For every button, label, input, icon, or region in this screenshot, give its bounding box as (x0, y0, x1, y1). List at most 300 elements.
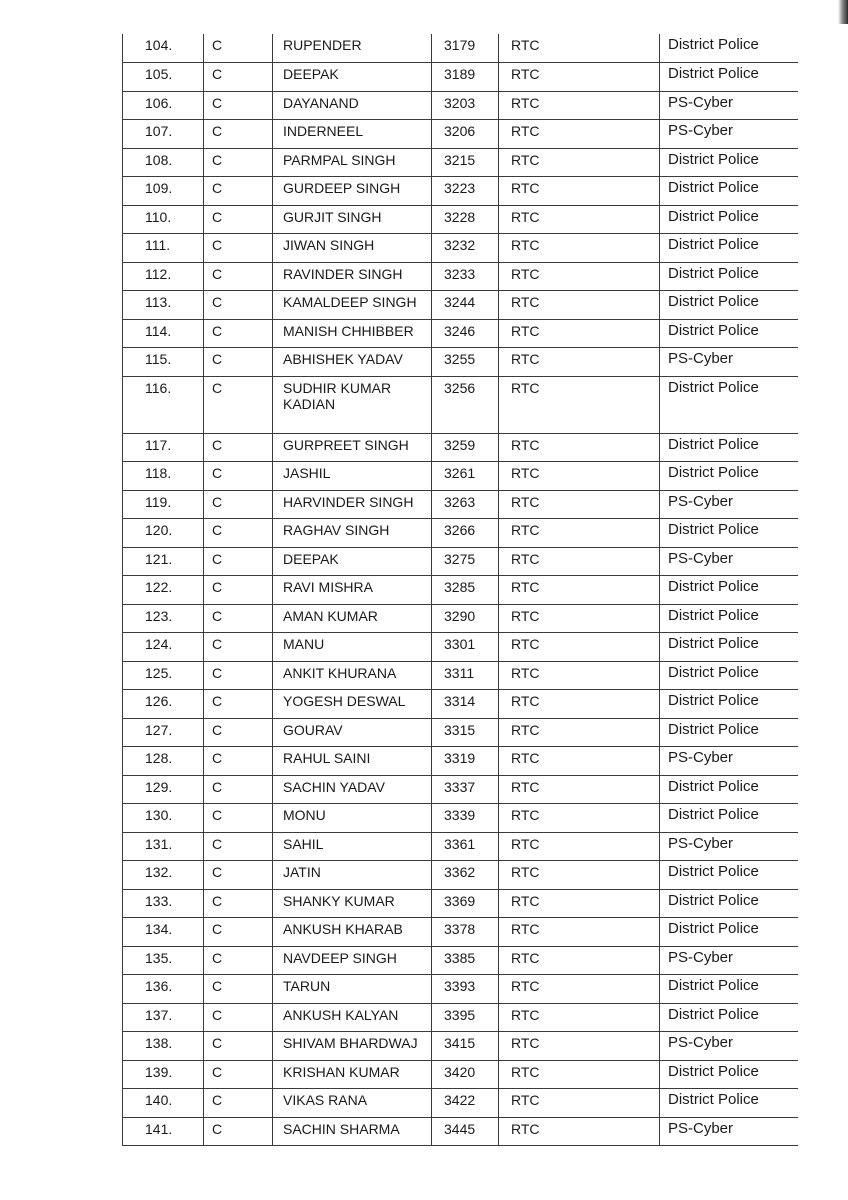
table-row (123, 1003, 799, 1032)
belt-number-cell: 3179 (432, 34, 499, 63)
table-row (123, 120, 799, 149)
serial-number-cell (123, 975, 204, 1004)
unit-cell: RTC (499, 946, 660, 975)
rank-cell: C (204, 1089, 273, 1118)
serial-number: 123. (145, 607, 173, 624)
serial-number-cell (123, 1060, 204, 1089)
serial-number: 130. (145, 807, 173, 823)
serial-number: 132. (145, 864, 173, 880)
name-cell: GOURAV (273, 718, 432, 747)
serial-number: 108. (145, 151, 173, 168)
name-cell: MANU (273, 633, 432, 662)
rank-cell: C (204, 747, 273, 776)
table-row (123, 291, 799, 320)
rank-cell: C (204, 433, 273, 462)
belt-number-cell: 3422 (432, 1089, 499, 1118)
rank-cell: C (204, 319, 273, 348)
posting-cell: PS-Cyber (660, 1117, 799, 1146)
rank-cell: C (204, 946, 273, 975)
serial-number: 118. (145, 465, 172, 481)
name-cell: INDERNEEL (273, 120, 432, 149)
belt-number-cell: 3266 (432, 519, 499, 548)
posting-cell: PS-Cyber (660, 120, 799, 149)
posting-cell: District Police (660, 34, 799, 63)
posting-cell: PS-Cyber (660, 1032, 799, 1061)
serial-number: 119. (145, 493, 172, 510)
table-row (123, 262, 799, 291)
serial-number-cell (123, 348, 204, 377)
serial-number: 133. (145, 892, 173, 909)
rank-cell: C (204, 804, 273, 833)
unit-cell: RTC (499, 205, 660, 234)
posting-cell: District Police (660, 234, 799, 263)
table-row (123, 690, 799, 719)
serial-number-cell (123, 1003, 204, 1032)
belt-number-cell: 3232 (432, 234, 499, 263)
belt-number-cell: 3189 (432, 63, 499, 92)
name-cell: ANKIT KHURANA (273, 661, 432, 690)
table-row (123, 234, 799, 263)
name-cell: RAGHAV SINGH (273, 519, 432, 548)
serial-number-cell (123, 63, 204, 92)
serial-number: 141. (145, 1120, 173, 1137)
name-cell: ABHISHEK YADAV (273, 348, 432, 377)
serial-number: 131. (145, 835, 173, 852)
name-cell: SACHIN YADAV (273, 775, 432, 804)
serial-number-cell (123, 91, 204, 120)
unit-cell: RTC (499, 832, 660, 861)
unit-cell: RTC (499, 433, 660, 462)
serial-number: 113. (145, 294, 172, 310)
belt-number-cell: 3445 (432, 1117, 499, 1146)
unit-cell: RTC (499, 547, 660, 576)
unit-cell: RTC (499, 775, 660, 804)
name-cell: ANKUSH KHARAB (273, 918, 432, 947)
belt-number-cell: 3369 (432, 889, 499, 918)
rank-cell: C (204, 63, 273, 92)
belt-number-cell: 3319 (432, 747, 499, 776)
unit-cell: RTC (499, 490, 660, 519)
unit-cell: RTC (499, 63, 660, 92)
belt-number-cell: 3246 (432, 319, 499, 348)
posting-cell: District Police (660, 433, 799, 462)
posting-cell: District Police (660, 1003, 799, 1032)
belt-number-cell: 3259 (432, 433, 499, 462)
serial-number-cell (123, 1032, 204, 1061)
belt-number-cell: 3337 (432, 775, 499, 804)
rank-cell: C (204, 291, 273, 320)
serial-number: 107. (145, 123, 173, 139)
table-row (123, 775, 799, 804)
table-row (123, 747, 799, 776)
name-cell: DEEPAK (273, 63, 432, 92)
name-cell: RAHUL SAINI (273, 747, 432, 776)
belt-number-cell: 3315 (432, 718, 499, 747)
unit-cell: RTC (499, 604, 660, 633)
serial-number-cell (123, 291, 204, 320)
posting-cell: District Police (660, 291, 799, 320)
serial-number-cell (123, 205, 204, 234)
table-row (123, 576, 799, 605)
unit-cell: RTC (499, 519, 660, 548)
table-row (123, 462, 799, 491)
belt-number-cell: 3256 (432, 376, 499, 433)
serial-number-cell (123, 861, 204, 890)
unit-cell: RTC (499, 148, 660, 177)
unit-cell: RTC (499, 1060, 660, 1089)
name-cell: SAHIL (273, 832, 432, 861)
rank-cell: C (204, 148, 273, 177)
rank-cell: C (204, 1032, 273, 1061)
posting-cell: District Police (660, 576, 799, 605)
serial-number-cell (123, 633, 204, 662)
posting-cell: District Police (660, 975, 799, 1004)
belt-number-cell: 3255 (432, 348, 499, 377)
serial-number: 121. (145, 550, 173, 567)
serial-number-cell (123, 690, 204, 719)
unit-cell: RTC (499, 34, 660, 63)
unit-cell: RTC (499, 376, 660, 433)
table-row (123, 490, 799, 519)
table-row (123, 63, 799, 92)
unit-cell: RTC (499, 234, 660, 263)
belt-number-cell: 3420 (432, 1060, 499, 1089)
serial-number-cell (123, 319, 204, 348)
unit-cell: RTC (499, 747, 660, 776)
unit-cell: RTC (499, 633, 660, 662)
table-row (123, 319, 799, 348)
serial-number-cell (123, 718, 204, 747)
posting-cell: District Police (660, 690, 799, 719)
rank-cell: C (204, 262, 273, 291)
belt-number-cell: 3261 (432, 462, 499, 491)
rank-cell: C (204, 775, 273, 804)
serial-number-cell (123, 148, 204, 177)
posting-cell: District Police (660, 519, 799, 548)
unit-cell: RTC (499, 975, 660, 1004)
page-edge-mark (838, 0, 848, 24)
table-row (123, 547, 799, 576)
unit-cell: RTC (499, 1089, 660, 1118)
unit-cell: RTC (499, 319, 660, 348)
posting-cell: District Police (660, 177, 799, 206)
serial-number: 111. (145, 237, 171, 253)
name-cell: ANKUSH KALYAN (273, 1003, 432, 1032)
name-cell: RUPENDER (273, 34, 432, 63)
rank-cell: C (204, 633, 273, 662)
belt-number-cell: 3228 (432, 205, 499, 234)
serial-number-cell (123, 1089, 204, 1118)
serial-number: 115. (145, 351, 172, 367)
table-row (123, 433, 799, 462)
posting-cell: District Police (660, 804, 799, 833)
name-cell: TARUN (273, 975, 432, 1004)
serial-number-cell (123, 1117, 204, 1146)
serial-number: 124. (145, 636, 173, 652)
posting-cell: PS-Cyber (660, 747, 799, 776)
serial-number: 127. (145, 721, 173, 738)
table-row (123, 661, 799, 690)
unit-cell: RTC (499, 861, 660, 890)
serial-number: 117. (145, 436, 172, 453)
belt-number-cell: 3233 (432, 262, 499, 291)
serial-number: 128. (145, 750, 173, 766)
posting-cell: District Police (660, 462, 799, 491)
serial-number-cell (123, 775, 204, 804)
unit-cell: RTC (499, 690, 660, 719)
rank-cell: C (204, 576, 273, 605)
rank-cell: C (204, 234, 273, 263)
serial-number: 136. (145, 978, 173, 994)
belt-number-cell: 3395 (432, 1003, 499, 1032)
belt-number-cell: 3393 (432, 975, 499, 1004)
serial-number: 125. (145, 664, 173, 681)
unit-cell: RTC (499, 120, 660, 149)
rank-cell: C (204, 120, 273, 149)
rank-cell: C (204, 1060, 273, 1089)
table-row (123, 718, 799, 747)
belt-number-cell: 3339 (432, 804, 499, 833)
serial-number-cell (123, 262, 204, 291)
table-row (123, 177, 799, 206)
belt-number-cell: 3244 (432, 291, 499, 320)
name-cell: JATIN (273, 861, 432, 890)
serial-number: 105. (145, 66, 173, 82)
unit-cell: RTC (499, 661, 660, 690)
table-row (123, 975, 799, 1004)
name-cell: DEEPAK (273, 547, 432, 576)
posting-cell: PS-Cyber (660, 832, 799, 861)
rank-cell: C (204, 34, 273, 63)
belt-number-cell: 3206 (432, 120, 499, 149)
serial-number: 122. (145, 579, 173, 595)
unit-cell: RTC (499, 91, 660, 120)
table-row (123, 946, 799, 975)
table-row (123, 348, 799, 377)
rank-cell: C (204, 177, 273, 206)
table-row (123, 633, 799, 662)
unit-cell: RTC (499, 889, 660, 918)
table-row (123, 148, 799, 177)
serial-number-cell (123, 547, 204, 576)
name-cell: DAYANAND (273, 91, 432, 120)
rank-cell: C (204, 889, 273, 918)
table-row (123, 91, 799, 120)
posting-cell: District Police (660, 376, 799, 433)
name-cell: SHIVAM BHARDWAJ (273, 1032, 432, 1061)
name-cell: SHANKY KUMAR (273, 889, 432, 918)
posting-cell: District Police (660, 1060, 799, 1089)
serial-number-cell (123, 661, 204, 690)
posting-cell: District Police (660, 604, 799, 633)
serial-number: 138. (145, 1035, 173, 1051)
unit-cell: RTC (499, 462, 660, 491)
posting-cell: PS-Cyber (660, 490, 799, 519)
serial-number-cell (123, 804, 204, 833)
serial-number: 137. (145, 1006, 173, 1023)
belt-number-cell: 3415 (432, 1032, 499, 1061)
serial-number: 134. (145, 921, 173, 937)
posting-cell: District Police (660, 661, 799, 690)
unit-cell: RTC (499, 918, 660, 947)
belt-number-cell: 3215 (432, 148, 499, 177)
rank-cell: C (204, 718, 273, 747)
rank-cell: C (204, 91, 273, 120)
rank-cell: C (204, 490, 273, 519)
rank-cell: C (204, 975, 273, 1004)
serial-number-cell (123, 376, 204, 433)
serial-number-cell (123, 747, 204, 776)
serial-number: 116. (145, 379, 172, 396)
posting-cell: District Police (660, 319, 799, 348)
unit-cell: RTC (499, 576, 660, 605)
rank-cell: C (204, 661, 273, 690)
belt-number-cell: 3361 (432, 832, 499, 861)
table-row (123, 376, 799, 433)
table-row (123, 889, 799, 918)
serial-number: 109. (145, 180, 173, 196)
posting-cell: PS-Cyber (660, 946, 799, 975)
serial-number-cell (123, 604, 204, 633)
rank-cell: C (204, 205, 273, 234)
belt-number-cell: 3362 (432, 861, 499, 890)
posting-cell: District Police (660, 918, 799, 947)
belt-number-cell: 3263 (432, 490, 499, 519)
serial-number: 140. (145, 1092, 173, 1108)
posting-cell: District Police (660, 205, 799, 234)
posting-cell: District Police (660, 262, 799, 291)
table-row (123, 1032, 799, 1061)
serial-number: 114. (145, 322, 172, 339)
unit-cell: RTC (499, 1117, 660, 1146)
unit-cell: RTC (499, 804, 660, 833)
name-cell: MONU (273, 804, 432, 833)
name-cell: GURJIT SINGH (273, 205, 432, 234)
unit-cell: RTC (499, 718, 660, 747)
rank-cell: C (204, 376, 273, 433)
table-row (123, 1117, 799, 1146)
name-cell: RAVI MISHRA (273, 576, 432, 605)
serial-number: 110. (145, 208, 172, 225)
name-cell: PARMPAL SINGH (273, 148, 432, 177)
rank-cell: C (204, 1117, 273, 1146)
serial-number-cell (123, 832, 204, 861)
posting-table-body (123, 34, 799, 1146)
name-cell: RAVINDER SINGH (273, 262, 432, 291)
posting-cell: District Police (660, 861, 799, 890)
rank-cell: C (204, 604, 273, 633)
posting-cell: District Police (660, 718, 799, 747)
serial-number: 135. (145, 949, 173, 966)
table-row (123, 519, 799, 548)
serial-number-cell (123, 462, 204, 491)
belt-number-cell: 3378 (432, 918, 499, 947)
serial-number-cell (123, 177, 204, 206)
serial-number: 126. (145, 693, 173, 709)
serial-number-cell (123, 490, 204, 519)
serial-number: 104. (145, 37, 173, 53)
rank-cell: C (204, 918, 273, 947)
rank-cell: C (204, 519, 273, 548)
posting-cell: District Police (660, 148, 799, 177)
unit-cell: RTC (499, 1032, 660, 1061)
name-cell: KAMALDEEP SINGH (273, 291, 432, 320)
posting-cell: PS-Cyber (660, 348, 799, 377)
posting-cell: PS-Cyber (660, 547, 799, 576)
rank-cell: C (204, 1003, 273, 1032)
name-cell: NAVDEEP SINGH (273, 946, 432, 975)
posting-cell: District Police (660, 63, 799, 92)
belt-number-cell: 3285 (432, 576, 499, 605)
posting-cell: District Police (660, 889, 799, 918)
unit-cell: RTC (499, 262, 660, 291)
table-row (123, 34, 799, 63)
name-cell: MANISH CHHIBBER (273, 319, 432, 348)
table-row (123, 205, 799, 234)
table-row (123, 1060, 799, 1089)
name-cell: HARVINDER SINGH (273, 490, 432, 519)
serial-number-cell (123, 946, 204, 975)
rank-cell: C (204, 348, 273, 377)
table-row (123, 832, 799, 861)
belt-number-cell: 3203 (432, 91, 499, 120)
belt-number-cell: 3223 (432, 177, 499, 206)
name-cell: YOGESH DESWAL (273, 690, 432, 719)
table-row (123, 604, 799, 633)
serial-number-cell (123, 889, 204, 918)
rank-cell: C (204, 861, 273, 890)
serial-number-cell (123, 519, 204, 548)
belt-number-cell: 3385 (432, 946, 499, 975)
serial-number: 139. (145, 1063, 173, 1080)
posting-cell: District Police (660, 633, 799, 662)
belt-number-cell: 3275 (432, 547, 499, 576)
serial-number-cell (123, 433, 204, 462)
serial-number-cell (123, 576, 204, 605)
rank-cell: C (204, 690, 273, 719)
serial-number-cell (123, 234, 204, 263)
posting-cell: District Police (660, 775, 799, 804)
serial-number-cell (123, 918, 204, 947)
rank-cell: C (204, 832, 273, 861)
unit-cell: RTC (499, 291, 660, 320)
name-cell: SACHIN SHARMA (273, 1117, 432, 1146)
posting-cell: District Police (660, 1089, 799, 1118)
serial-number: 120. (145, 522, 173, 538)
unit-cell: RTC (499, 177, 660, 206)
name-cell: GURPREET SINGH (273, 433, 432, 462)
table-row (123, 1089, 799, 1118)
name-cell: AMAN KUMAR (273, 604, 432, 633)
table-row (123, 861, 799, 890)
name-cell: SUDHIR KUMAR KADIAN (273, 376, 432, 433)
belt-number-cell: 3290 (432, 604, 499, 633)
table-row (123, 804, 799, 833)
rank-cell: C (204, 547, 273, 576)
unit-cell: RTC (499, 1003, 660, 1032)
serial-number: 106. (145, 94, 173, 111)
posting-table (122, 34, 798, 1146)
name-cell: JIWAN SINGH (273, 234, 432, 263)
name-cell: GURDEEP SINGH (273, 177, 432, 206)
belt-number-cell: 3314 (432, 690, 499, 719)
name-cell: KRISHAN KUMAR (273, 1060, 432, 1089)
belt-number-cell: 3311 (432, 661, 499, 690)
serial-number: 129. (145, 778, 173, 795)
name-cell: VIKAS RANA (273, 1089, 432, 1118)
serial-number-cell (123, 34, 204, 63)
posting-cell: PS-Cyber (660, 91, 799, 120)
